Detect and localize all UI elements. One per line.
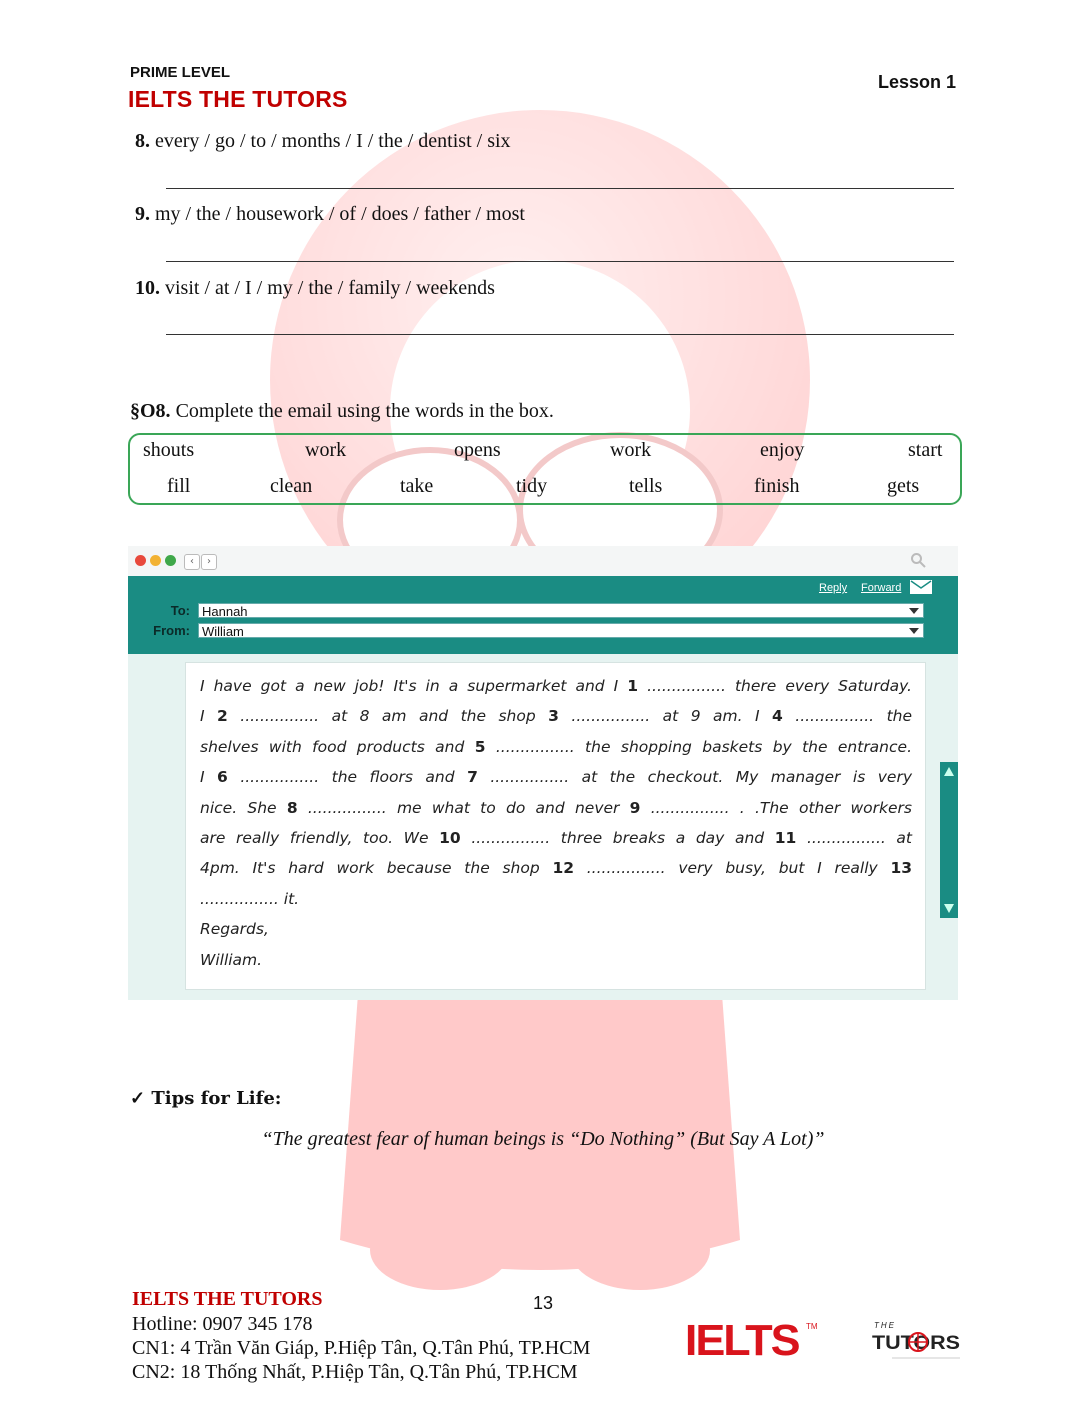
word-item: work bbox=[305, 439, 347, 461]
question-number: 8. bbox=[135, 130, 150, 152]
ielts-logo: IELTS bbox=[684, 1316, 799, 1365]
maximize-dot-icon[interactable] bbox=[165, 555, 176, 566]
email-line: I have got a new job! It's in a supermarket and I 1 ................ there every Saturday. bbox=[200, 677, 912, 695]
email-line: I 6 ................ the floors and 7 ................ at the checkout. My manager is very bbox=[200, 768, 912, 787]
word-item: start bbox=[908, 439, 943, 461]
forward-link[interactable]: Forward bbox=[861, 582, 902, 594]
email-line: 4pm. It's hard work because the shop 12 ................ very busy, but I really 13 bbox=[200, 859, 913, 878]
word-item: clean bbox=[270, 475, 313, 497]
from-value: William bbox=[202, 624, 244, 639]
word-item: gets bbox=[887, 475, 920, 497]
question-10 bbox=[135, 277, 495, 300]
footer-hotline: Hotline: 0907 345 178 bbox=[132, 1313, 313, 1335]
section-label: §O8. bbox=[130, 400, 171, 422]
question-text: my / the / housework / of / does / father / most bbox=[155, 203, 525, 225]
email-line: shelves with food products and 5 ................ the shopping baskets by the entrance. bbox=[200, 737, 912, 756]
tips-quote: “The greatest fear of human beings is “Do Nothing” (But Say A Lot)” bbox=[261, 1128, 825, 1150]
answer-line-8[interactable] bbox=[166, 188, 954, 189]
email-line: nice. She 8 ................ me what to do and never 9 ................ . .The other workers bbox=[200, 798, 913, 817]
trademark-mark: TM bbox=[806, 1322, 818, 1331]
back-arrow-icon[interactable]: ‹ bbox=[184, 554, 200, 570]
envelope-icon[interactable] bbox=[910, 580, 932, 594]
lesson-label: Lesson 1 bbox=[877, 72, 956, 92]
tips-heading bbox=[130, 1088, 281, 1109]
answer-line-10[interactable] bbox=[166, 334, 954, 335]
email-window bbox=[128, 546, 958, 1000]
level-label: PRIME LEVEL bbox=[130, 64, 231, 81]
word-item: tells bbox=[629, 475, 663, 497]
footer-address-1: CN1: 4 Trần Văn Giáp, P.Hiệp Tân, Q.Tân Phú, TP.HCM bbox=[132, 1337, 591, 1359]
word-item: fill bbox=[167, 475, 191, 497]
word-item: take bbox=[400, 475, 434, 497]
from-field[interactable] bbox=[198, 623, 924, 638]
question-text: visit / at / I / my / the / family / weekends bbox=[165, 277, 495, 299]
scroll-down-icon[interactable] bbox=[944, 904, 954, 913]
tips-title: Tips for Life: bbox=[151, 1088, 282, 1109]
gap-number: 4 bbox=[772, 707, 783, 726]
gap-number: 8 bbox=[286, 798, 298, 817]
gap-number: 9 bbox=[629, 798, 641, 817]
word-item: tidy bbox=[516, 475, 548, 497]
gap-number: 3 bbox=[548, 707, 559, 726]
gap-number: 13 bbox=[890, 859, 913, 878]
word-item: opens bbox=[454, 439, 501, 461]
email-text bbox=[200, 671, 912, 975]
forward-arrow-icon[interactable]: › bbox=[201, 554, 217, 570]
to-field[interactable] bbox=[198, 603, 924, 618]
word-item: enjoy bbox=[760, 439, 805, 461]
question-number: 10. bbox=[135, 277, 160, 299]
gap-number: 10 bbox=[439, 828, 461, 847]
the-tutors-logo bbox=[872, 1318, 962, 1362]
email-signoff: Regards, bbox=[200, 920, 269, 939]
page-number: 13 bbox=[533, 1293, 554, 1313]
email-signature: William. bbox=[200, 950, 263, 969]
search-icon[interactable] bbox=[910, 552, 926, 568]
dropdown-caret-icon[interactable] bbox=[909, 608, 919, 614]
gap-number: 6 bbox=[217, 768, 228, 787]
question-number: 9. bbox=[135, 203, 150, 225]
email-line: are really friendly, too. We 10 ................ three breaks a day and 11 ................ at bbox=[200, 828, 913, 847]
scroll-up-icon[interactable] bbox=[944, 767, 954, 776]
footer-brand: IELTS THE TUTORS bbox=[132, 1288, 323, 1310]
gap-number: 7 bbox=[467, 768, 478, 787]
gap-number: 11 bbox=[774, 828, 797, 847]
gap-number: 1 bbox=[627, 677, 639, 695]
word-box bbox=[128, 433, 962, 505]
brand-title: IELTS THE TUTORS bbox=[128, 86, 348, 112]
word-item: work bbox=[610, 439, 652, 461]
word-item: shouts bbox=[143, 439, 195, 461]
reply-link[interactable]: Reply bbox=[819, 582, 848, 594]
answer-line-9[interactable] bbox=[166, 261, 954, 262]
email-body bbox=[185, 662, 926, 990]
word-item: finish bbox=[754, 475, 800, 497]
to-value: Hannah bbox=[202, 604, 248, 619]
svg-text:TUTORS: TUTORS bbox=[872, 1333, 960, 1354]
gap-number: 12 bbox=[552, 859, 575, 878]
email-header bbox=[128, 576, 958, 654]
to-label: To: bbox=[170, 603, 190, 618]
check-icon: ✓ bbox=[130, 1088, 146, 1109]
gap-number: 5 bbox=[474, 737, 486, 756]
question-9 bbox=[135, 203, 525, 226]
close-dot-icon[interactable] bbox=[135, 555, 146, 566]
scrollbar[interactable] bbox=[940, 762, 958, 918]
email-line: I 2 ................ at 8 am and the shop 3 ................ at 9 am. I 4 ................ the bbox=[200, 707, 913, 726]
gap-number: 2 bbox=[217, 707, 228, 726]
question-text: every / go / to / months / I / the / dentist / six bbox=[155, 130, 511, 152]
minimize-dot-icon[interactable] bbox=[150, 555, 161, 566]
section-heading bbox=[130, 400, 554, 423]
svg-text:THE: THE bbox=[874, 1321, 896, 1330]
window-titlebar bbox=[128, 546, 958, 576]
dropdown-caret-icon[interactable] bbox=[909, 628, 919, 634]
from-label: From: bbox=[153, 623, 190, 638]
question-8 bbox=[135, 130, 511, 153]
email-line: ................ it. bbox=[200, 889, 300, 908]
footer-address-2: CN2: 18 Thống Nhất, P.Hiệp Tân, Q.Tân Phú, TP.HCM bbox=[132, 1361, 578, 1383]
section-instruction: Complete the email using the words in the box. bbox=[175, 400, 554, 422]
